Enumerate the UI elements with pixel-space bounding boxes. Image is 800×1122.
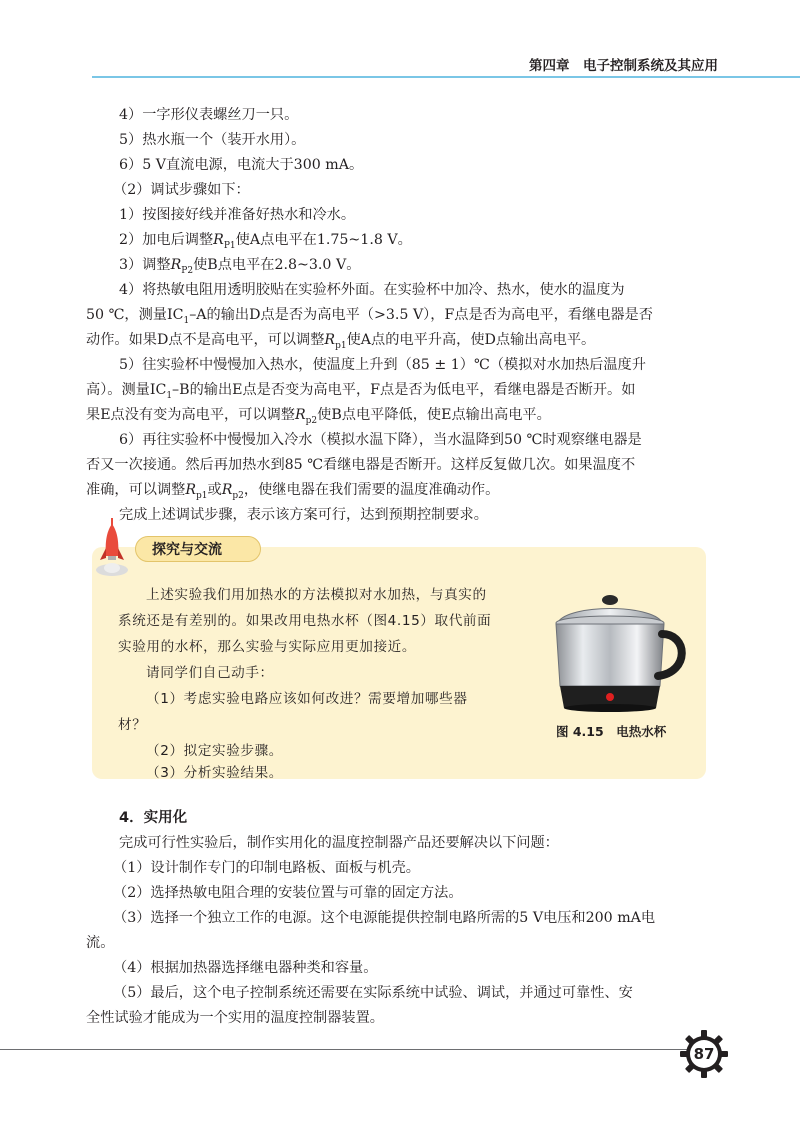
explore-line: 请同学们自己动手： <box>146 665 274 681</box>
body-line: 果E点没有变为高电平，可以调整$R_{p2}$使B点电平降低，使E点输出高电平。 <box>86 407 551 426</box>
body-line: 动作。如果D点不是高电平，可以调整$R_{p1}$使A点的电平升高，使D点输出高电平。 <box>86 332 596 351</box>
footer-rule <box>0 1049 690 1050</box>
section-line: （1）设计制作专门的印制电路板、面板与机壳。 <box>113 860 420 876</box>
body-line: 5）热水瓶一个（装开水用）。 <box>119 132 306 148</box>
section-line: （2）选择热敏电阻合理的安装位置与可靠的固定方法。 <box>113 885 463 901</box>
figure-caption: 图 4.15 电热水杯 <box>556 724 667 739</box>
section-heading: 4．实用化 <box>119 810 188 826</box>
electric-kettle-image <box>540 590 690 715</box>
body-line: 50 ℃，测量$IC_1-A$的输出D点是否为高电平（>3.5 V），F点是否为高电平，看继电器是否 <box>86 307 653 326</box>
explore-line: （3）分析实验结果。 <box>146 765 283 781</box>
body-line: 1）按图接好线并准备好热水和冷水。 <box>119 207 356 223</box>
body-line: 6）5 V直流电源，电流大于300 mA。 <box>119 157 364 173</box>
section-line: （4）根据加热器选择继电器种类和容量。 <box>113 960 378 976</box>
explore-line: （1）考虑实验电路应该如何改进？需要增加哪些器 <box>146 691 468 707</box>
page-number: 87 <box>693 1045 715 1063</box>
chapter-title: 第四章 电子控制系统及其应用 <box>529 58 718 74</box>
body-line: 准确，可以调整$R_{p1}$或$R_{p2}$，使继电器在我们需要的温度准确动作。 <box>86 482 500 501</box>
body-line: 5）往实验杯中慢慢加入热水，使温度上升到（85 ± 1）℃（模拟对水加热后温度升 <box>119 357 646 373</box>
body-line: 3）调整$R_{P2}$使B点电平在2.8~3.0 V。 <box>119 257 361 276</box>
body-line: 2）加电后调整$R_{P1}$使A点电平在1.75~1.8 V。 <box>119 232 412 251</box>
body-line: 高）。测量$IC_1-B$的输出E点是否变为高电平，F点是否为低电平，看继电器是否断开。如 <box>86 382 636 401</box>
header-rule <box>92 76 800 78</box>
body-line: 否又一次接通。然后再加热水到85 ℃看继电器是否断开。这样反复做几次。如果温度不 <box>86 457 636 473</box>
rocket-icon <box>92 518 132 580</box>
explore-tab: 探究与交流 <box>135 536 261 562</box>
body-line: 6）再往实验杯中慢慢加入冷水（模拟水温下降），当水温降到50 ℃时观察继电器是 <box>119 432 642 448</box>
explore-line: 系统还是有差别的。如果改用电热水杯（图4.15）取代前面 <box>118 613 492 629</box>
section-line: 流。 <box>86 935 115 951</box>
body-line: 4）将热敏电阻用透明胶贴在实验杯外面。在实验杯中加冷、热水，使水的温度为 <box>119 282 625 298</box>
explore-line: 材？ <box>118 717 147 733</box>
explore-line: 上述实验我们用加热水的方法模拟对水加热，与真实的 <box>146 587 487 603</box>
body-line: （2）调试步骤如下： <box>113 182 250 198</box>
explore-line: （2）拟定实验步骤。 <box>146 743 283 759</box>
body-line: 4）一字形仪表螺丝刀一只。 <box>119 107 299 123</box>
section-line: （3）选择一个独立工作的电源。这个电源能提供控制电路所需的5 V电压和200 mA电 <box>113 910 656 926</box>
body-line: 完成上述调试步骤，表示该方案可行，达到预期控制要求。 <box>119 507 488 523</box>
section-line: （5）最后，这个电子控制系统还需要在实际系统中试验、调试，并通过可靠性、安 <box>113 985 633 1001</box>
explore-line: 实验用的水杯，那么实验与实际应用更加接近。 <box>118 639 417 655</box>
section-line: 完成可行性实验后，制作实用化的温度控制器产品还要解决以下问题： <box>119 835 559 851</box>
section-line: 全性试验才能成为一个实用的温度控制器装置。 <box>86 1010 384 1026</box>
